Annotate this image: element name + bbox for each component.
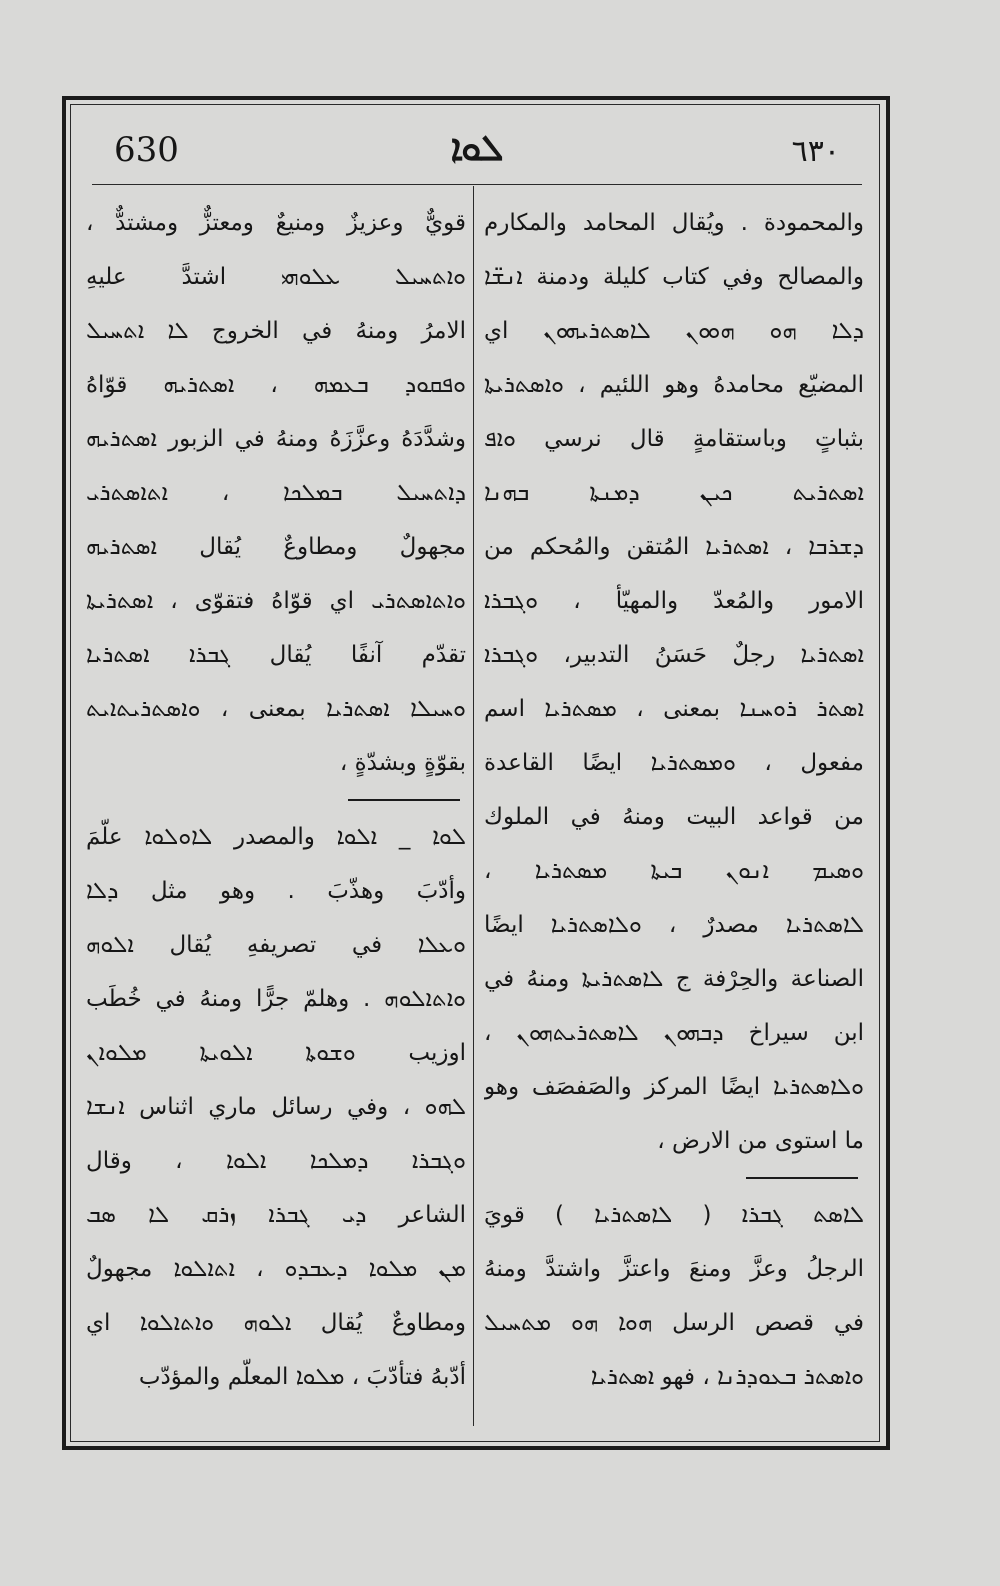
text-line: مفعول ، ܘܡܣܬܪܝܐ ايضًا القاعدة (484, 750, 864, 776)
text-line: ܡܢ ܡܠܘܐ ܕܥܒܕܘ ، ܐܬܐܠܘܐ مجهولٌ (86, 1256, 466, 1282)
text-line: ܘܣܝܡ ܐܢܘܢ ܒܝܬܐ ܡܣܬܪܝܐ ، (484, 858, 864, 884)
text-line: الامرُ ومنهُ في الخروج ܠܐ ܐܬܚܝܠ (86, 318, 466, 344)
left-column (86, 196, 466, 1430)
text-line: ܠܐܣܬ ܓܒܪܐ ( ܠܐܣܬܪܝܐ ) قويَ (484, 1202, 864, 1228)
column-divider (473, 186, 474, 1426)
text-line: في قصص الرسل ܗܘܐ ܗܘ ܡܬܚܝܠ (484, 1310, 864, 1336)
page-header (92, 122, 862, 182)
header-rule (92, 184, 862, 185)
text-line: ܘܚܝܠܐ ܐܣܬܪܝܐ بمعنى ، ܘܐܣܬܪܝܬܐܝܬ (86, 696, 466, 722)
entry-separator (86, 790, 466, 810)
text-line: والمصالح وفي كتاب كليلة ودمنة ܐܢܫ̈ܐ (484, 264, 864, 290)
text-line: ܘܐܬܐܣܬܪܝ اي قوّاهُ فتقوّى ، ܐܣܬܪܝܬܐ (86, 588, 466, 614)
text-line: ܘܥܠܐ في تصريفهِ يُقال ܐܠܘܗ (86, 932, 466, 958)
text-line: ܘܐܬܐܠܘܗ . وهلمّ جرًّا ومنهُ في خُطَب (86, 986, 466, 1012)
text-line: وأدّبَ وهذّبَ . وهو مثل ܕܠܐ (86, 878, 466, 904)
text-line: ܘܐܬܚܝܠ ܥܠܘܗܝ اشتدَّ عليهِ (86, 264, 466, 290)
text-line: الرجلُ وعزَّ ومنعَ واعتزَّ واشتدَّ ومنهُ (484, 1256, 864, 1282)
text-line: قويٌّ وعزيزٌ ومنيعٌ ومعتزٌّ ومشتدٌّ ، (86, 210, 466, 236)
text-line: ومطاوعٌ يُقال ܐܠܘܗ ܘܐܬܐܠܘܐ اي (86, 1310, 466, 1336)
text-line: وشدَّدَهُ وعزَّزَهُ ومنهُ في الزبور ܐܣܬܪܝܗ (86, 426, 466, 452)
text-line: اوزيب ܘܫܘܬܐ ܐܠܘܝܬܐ ܡܠܘܐܢ (86, 1040, 466, 1066)
text-line: مجهولٌ ومطاوعٌ يُقال ܐܣܬܪܝܗ (86, 534, 466, 560)
text-line: ܐܣܬܪܝܐ رجلٌ حَسَنُ التدبير، ܘܓܒܪܐ (484, 642, 864, 668)
text-line: ܕܫܪܒܐ ، ܐܣܬܪܝܐ المُتقن والمُحكم من (484, 534, 864, 560)
text-line: الامور والمُعدّ والمهيّأ ، ܘܓܒܪܐ (484, 588, 864, 614)
text-line: ܠܐܣܬܪܝܐ مصدرٌ ، ܘܠܐܣܬܪܝܐ ايضًا (484, 912, 864, 938)
page-number-arabic: ٦٣٠ (791, 134, 840, 169)
text-line: ܕܐܬܚܝܠ ܒܡܠܟܐ ، ܐܬܐܣܬܪܝ (86, 480, 466, 506)
text-line: ܐܣܬܪ ܪܘܚܢܐ بمعنى ، ܡܣܬܪܝܐ اسم (484, 696, 864, 722)
text-line: ܘܓܒܪܐ ܕܡܠܟܐ ܐܠܘܐ ، وقال (86, 1148, 466, 1174)
text-line: ܘܠܐܣܬܪܝܐ ايضًا المركز والصَفصَف وهو (484, 1074, 864, 1100)
text-line: والمحمودة . ويُقال المحامد والمكارم (484, 210, 864, 236)
text-line: الصناعة والحِرْفة ج ܠܐܣܬܪܝܬܐ ومنهُ في (484, 966, 864, 992)
right-column (484, 196, 864, 1430)
text-line: ܠܗܘ ، وفي رسائل ماري اثناس ܐܢܫܐ (86, 1094, 466, 1120)
text-line: من قواعد البيت ومنهُ في الملوك (484, 804, 864, 830)
text-line: ܐܣܬܪܝܬ ܟܝܢ ܕܡܢܬܐ ܒܗܢܐ (484, 480, 864, 506)
text-line: ܘܐܣܬܪ ܒܥܘܕܪܢܐ ، فهو ܐܣܬܪܝܐ (590, 1364, 864, 1390)
running-head: ܠܘܐ (450, 128, 504, 169)
entry-separator (484, 1168, 864, 1188)
text-line: ܕܠܐ ܗܘ ܗܘܘܢ ܠܐܣܬܪܝܗܘܢ اي (484, 318, 864, 344)
text-line: أدّبهُ فتأدّبَ ، ܡܠܘܐ المعلّم والمؤدّب (138, 1364, 466, 1390)
text-line: ܘܦܩܘܕ ܒܥܡܗ ، ܐܣܬܪܝܗ قوّاهُ (86, 372, 466, 398)
text-line: بثباتٍ وباستقامةٍ قال نرسي ܘܐܦ (484, 426, 864, 452)
text-line: المضيّع محامدهُ وهو اللئيم ، ܘܐܣܬܪܝܬܐ (484, 372, 864, 398)
text-line: تقدّم آنفًا يُقال ܓܒܪܐ ܐܣܬܪܝܐ (86, 642, 466, 668)
page-number-latin: 630 (114, 130, 179, 170)
text-line: ابن سيراخ ܕܒܗܘܢ ܠܐܣܬܪܝܬܗܘܢ ، (484, 1020, 864, 1046)
text-line: ما استوى من الارض ، (657, 1128, 864, 1154)
text-line: ܠܘܐ _ ܐܠܘܐ والمصدر ܠܐܘܠܘܐ علّمَ (86, 824, 466, 850)
text-line: بقوّةٍ وبشدّةٍ ، (339, 750, 466, 776)
text-line: الشاعر ܕܝ ܓܒܪܐ ܙܪܩ ܠܐ ܣܒ (86, 1202, 466, 1228)
